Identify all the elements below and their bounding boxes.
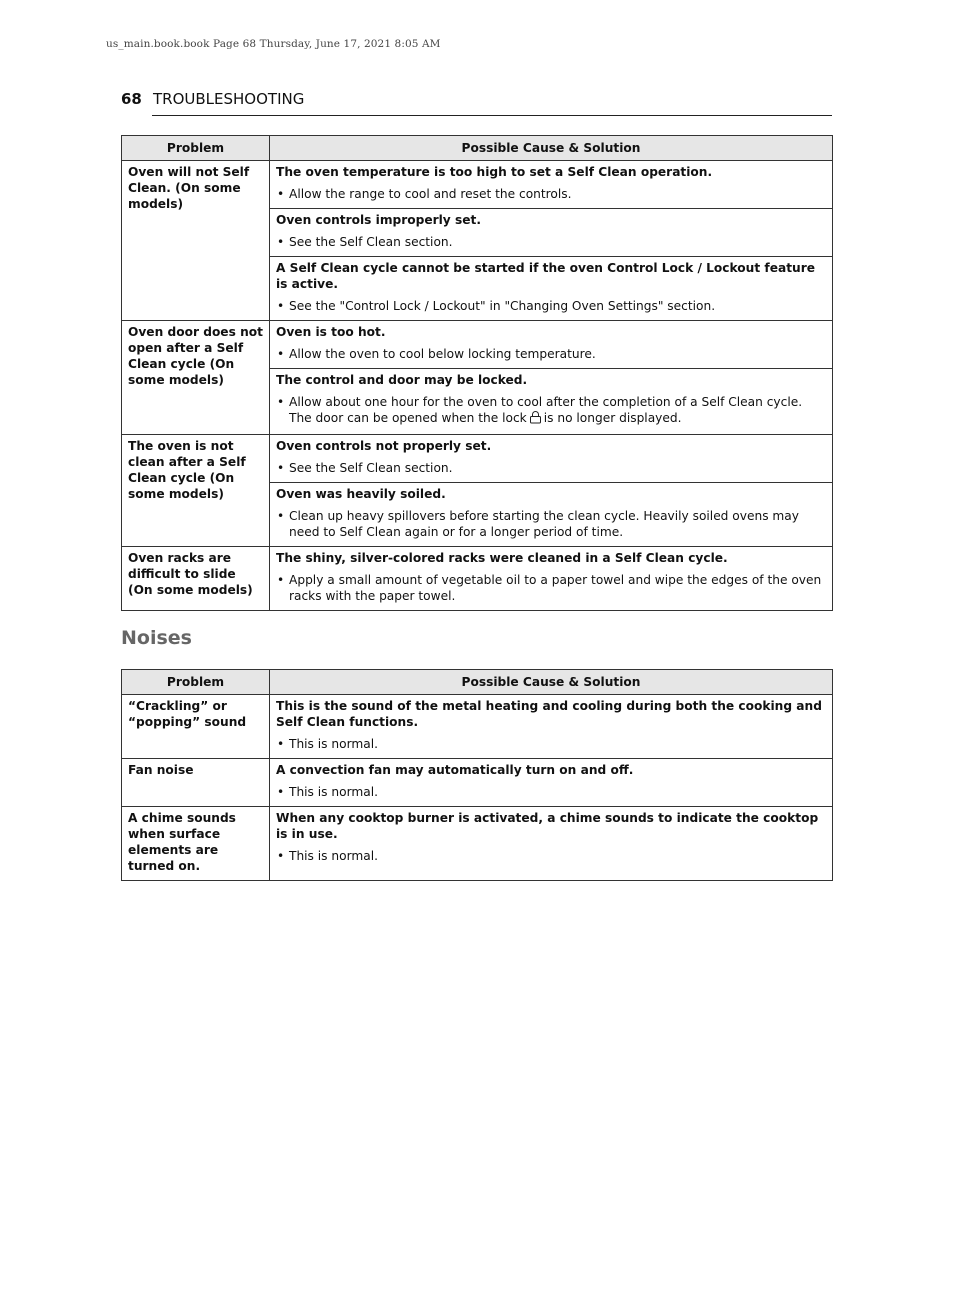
table-row xyxy=(122,807,833,881)
table-row xyxy=(122,161,833,321)
noises-heading: Noises xyxy=(121,627,192,649)
cause-title: Oven controls not properly set. xyxy=(276,439,492,453)
print-header: us_main.book.book Page 68 Thursday, June 17, 2021 8:05 AM xyxy=(106,38,441,50)
solution-item: • This is normal. xyxy=(276,736,826,752)
table-row xyxy=(122,435,833,547)
cause-block xyxy=(270,435,832,482)
header-cause-solution: Possible Cause & Solution xyxy=(270,136,833,161)
cause-block xyxy=(270,256,832,320)
cause-title: When any cooktop burner is activated, a chime sounds to indicate the cooktop is in use. xyxy=(276,811,819,841)
table-row xyxy=(122,321,833,435)
cause-block xyxy=(270,161,832,208)
table-row xyxy=(122,547,833,611)
noises-table xyxy=(121,669,833,881)
table-row xyxy=(122,695,833,759)
cause-block xyxy=(270,759,832,806)
solution-item: • This is normal. xyxy=(276,784,826,800)
cause-title: The shiny, silver-colored racks were cleaned in a Self Clean cycle. xyxy=(276,551,728,565)
problem-cell: Oven door does not open after a Self Clean cycle (On some models) xyxy=(122,321,270,435)
cause-title: The oven temperature is too high to set a Self Clean operation. xyxy=(276,165,713,179)
cause-solution-cell xyxy=(270,695,833,759)
problem-cell: Oven will not Self Clean. (On some models) xyxy=(122,161,270,321)
header-rule xyxy=(152,115,832,116)
solution-item: • See the Self Clean section. xyxy=(276,460,826,476)
cause-solution-cell xyxy=(270,161,833,321)
lock-icon xyxy=(529,410,542,428)
solution-item: • Apply a small amount of vegetable oil to a paper towel and wipe the edges of the oven racks with the paper towel. xyxy=(276,572,826,604)
cause-block xyxy=(270,482,832,546)
header-problem: Problem xyxy=(122,670,270,695)
cause-title: Oven controls improperly set. xyxy=(276,213,481,227)
solution-item xyxy=(276,394,826,428)
cause-title: Oven is too hot. xyxy=(276,325,386,339)
solution-item: • Allow the oven to cool below locking temperature. xyxy=(276,346,826,362)
header-cause-solution: Possible Cause & Solution xyxy=(270,670,833,695)
cause-solution-cell xyxy=(270,435,833,547)
cause-block xyxy=(270,807,832,870)
header-problem: Problem xyxy=(122,136,270,161)
table-header-row xyxy=(122,136,833,161)
cause-block xyxy=(270,208,832,256)
page-header xyxy=(121,90,832,117)
cause-block xyxy=(270,695,832,758)
cause-solution-cell xyxy=(270,807,833,881)
solution-text: is no longer displayed. xyxy=(543,411,682,425)
solution-item: • Allow the range to cool and reset the controls. xyxy=(276,186,826,202)
cause-solution-cell xyxy=(270,759,833,807)
solution-item: • Clean up heavy spillovers before starting the clean cycle. Heavily soiled ovens may need to Self Clean again or for a longer period of time. xyxy=(276,508,826,540)
problem-cell: A chime sounds when surface elements are turned on. xyxy=(122,807,270,881)
cause-title: The control and door may be locked. xyxy=(276,373,528,387)
cause-solution-cell xyxy=(270,547,833,611)
troubleshooting-table xyxy=(121,135,833,611)
cause-title: A convection fan may automatically turn on and off. xyxy=(276,763,634,777)
table-header-row xyxy=(122,670,833,695)
table-row xyxy=(122,759,833,807)
section-title: TROUBLESHOOTING xyxy=(153,90,305,108)
solution-text: Allow about one hour for the oven to cool after the completion of a Self Clean cycle. The door can be opened when the lock xyxy=(289,395,803,425)
cause-title: A Self Clean cycle cannot be started if the oven Control Lock / Lockout feature is active. xyxy=(276,261,815,291)
cause-title: This is the sound of the metal heating and cooling during both the cooking and Self Clean functions. xyxy=(276,699,822,729)
cause-block xyxy=(270,368,832,434)
solution-item: • See the "Control Lock / Lockout" in "Changing Oven Settings" section. xyxy=(276,298,826,314)
problem-cell: Oven racks are difficult to slide (On some models) xyxy=(122,547,270,611)
cause-solution-cell xyxy=(270,321,833,435)
cause-title: Oven was heavily soiled. xyxy=(276,487,446,501)
cause-block xyxy=(270,321,832,368)
solution-item: • See the Self Clean section. xyxy=(276,234,826,250)
problem-cell: Fan noise xyxy=(122,759,270,807)
page-number: 68 xyxy=(121,90,142,108)
problem-cell: The oven is not clean after a Self Clean cycle (On some models) xyxy=(122,435,270,547)
solution-item: • This is normal. xyxy=(276,848,826,864)
cause-block xyxy=(270,547,832,610)
problem-cell: “Crackling” or “popping” sound xyxy=(122,695,270,759)
